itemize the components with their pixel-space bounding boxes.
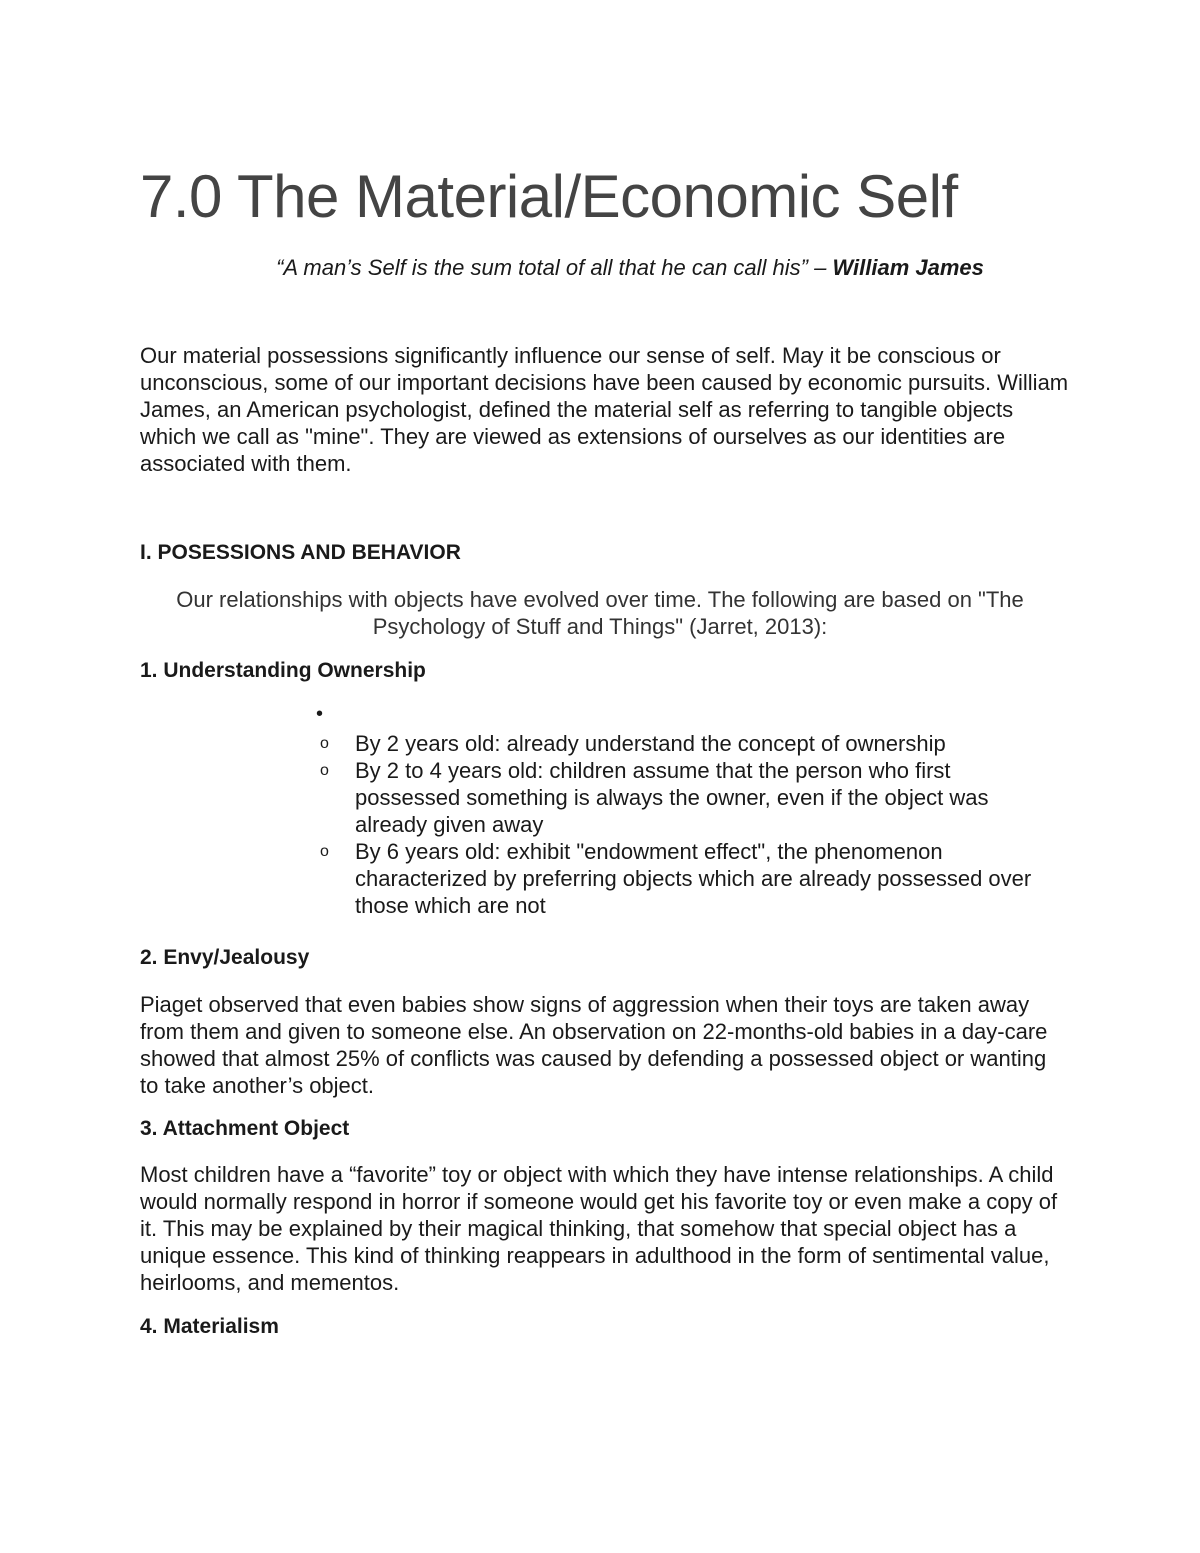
list-item [320,757,1040,838]
circle-bullet-icon: o [320,843,329,860]
section-intro: Our relationships with objects have evolved over time. The following are based on "The Psychology of Stuff and Things" (Jarret, 2013): [176,587,1024,639]
subsection-heading-attachment: 3. Attachment Object [140,1117,350,1140]
ownership-list [320,730,1040,919]
circle-bullet-icon: o [320,762,329,779]
epigraph-author: William James [832,255,984,280]
subsection-heading-materialism: 4. Materialism [140,1315,279,1338]
subsection-heading-envy: 2. Envy/Jealousy [140,946,310,969]
attachment-paragraph: Most children have a “favorite” toy or object with which they have intense relationships. A child would normally respond in horror if someone would get his favorite toy or even make a copy of it. This may be explained by their magical thinking, that somehow that special object has a unique essence. This kind of thinking reappears in adulthood in the form of sentimental value, heirlooms, and mementos. [140,1162,1058,1295]
list-item-text: By 6 years old: exhibit "endowment effect", the phenomenon characterized by preferring objects which are already possessed over those which are not [355,839,1032,918]
list-item [320,730,1040,757]
list-item-text: By 2 to 4 years old: children assume that the person who first possessed something is always the owner, even if the object was already given away [355,758,989,837]
list-item [320,838,1040,919]
circle-bullet-icon: o [320,735,329,752]
epigraph-quote: “A man’s Self is the sum total of all that he can call his” – [276,255,833,280]
envy-paragraph: Piaget observed that even babies show signs of aggression when their toys are taken away from them and given to someone else. An observation on 22-months-old babies in a day-care showed that almost 25% of conflicts was caused by defending a possessed object or wanting to take another’s object. [140,992,1048,1098]
intro-paragraph: Our material possessions significantly influence our sense of self. May it be conscious or unconscious, some of our important decisions have been caused by economic pursuits. William James, an American psychologist, defined the material self as referring to tangible objects which we call as "mine". They are viewed as extensions of ourselves as our identities are associated with them. [140,343,1069,476]
epigraph [140,255,1120,281]
empty-bullet: • [316,703,324,725]
list-item-text: By 2 years old: already understand the concept of ownership [355,731,946,756]
page-title: 7.0 The Material/Economic Self [140,163,958,230]
section-heading: I. POSESSIONS AND BEHAVIOR [140,541,461,564]
subsection-heading-ownership: 1. Understanding Ownership [140,659,426,682]
